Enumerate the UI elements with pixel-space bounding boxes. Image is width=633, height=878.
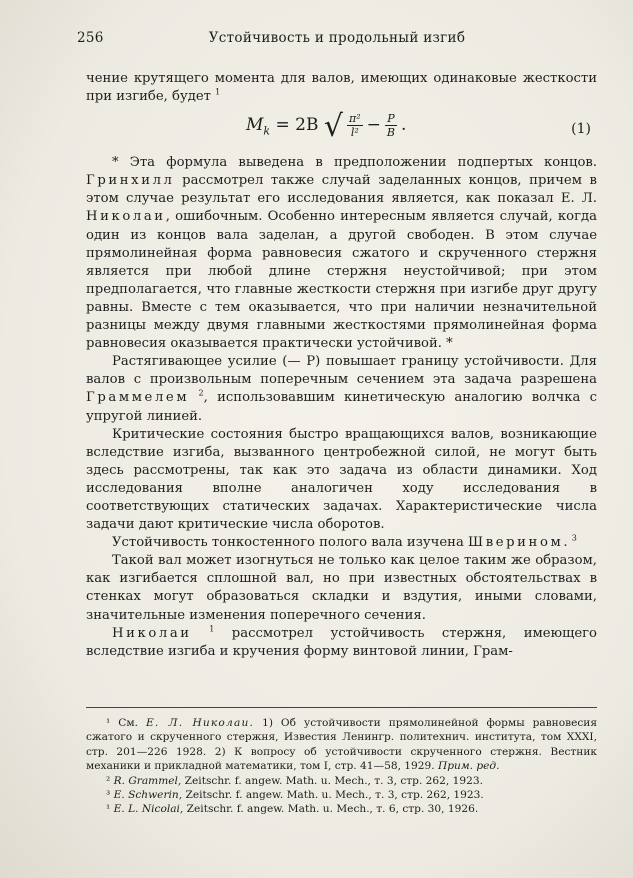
footnote: ¹ См. Е. Л. Николаи. 1) Об устойчивости прямолинейной формы равновесия сжатого и скрученного стержня, Известия Ленингр. политехнич. института, том XXXI, стр. 201—226 1928. 2) К вопросу об устойчивости скрученного стержня. Вестник механики и прикладной математики, том I, стр. 41—58, 1929. Прим. ред.: [86, 717, 598, 773]
page-number: 256: [77, 30, 104, 46]
paragraph: чение крутящего момента для валов, имеющих одинаковые жесткости при изгибе, будет $^1$: [86, 71, 597, 105]
radical-icon: √: [323, 109, 343, 145]
footnote: ² R. Grammel, Zeitschr. f. angew. Math. u. Mech., т. 3, стр. 262, 1923.: [106, 774, 483, 787]
paragraph: Устойчивость тонкостенного полого вала изучена Шверином. $^3$: [112, 533, 577, 551]
formula-expression: $M_k = 2B$ √ $\frac{\text{π²}}{\text{l²}}$ − $\frac{P}{B}$ .: [246, 109, 407, 145]
running-title: Устойчивость и продольный изгиб: [208, 30, 466, 46]
paragraph: Николаи $^1$ рассмотрел устойчивость стержня, имеющего вследствие изгиба и кручения форму винтовой линии, Грам-: [86, 624, 597, 659]
page-header: [77, 30, 597, 52]
equation-number: (1): [571, 121, 591, 138]
footnotes: [86, 707, 597, 817]
formula-1: [86, 108, 597, 148]
paragraph: Критические состояния быстро вращающихся валов, возникающие вследствие изгиба, вызванного центробежной силой, не могут быть здесь рассмотрены, так как это задача из области динамики. Ход исследования вполне аналогичен ходу исследования в соответствующих статических задачах. Характеристические числа задачи дают критические числа оборотов.: [86, 426, 597, 533]
paragraph: Растягивающее усилие (— P) повышает границу устойчивости. Для валов с произвольным поперечным сечением эта задача разрешена Граммелем $^2$, использовавшим кинетическую аналогию волчка с упругой линией.: [86, 354, 597, 424]
footnote: ³ E. Schwerin, Zeitschr. f. angew. Math. u. Mech., т. 3, стр. 262, 1923.: [106, 789, 484, 802]
footnote: ¹ E. L. Nicolai, Zeitschr. f. angew. Math. u. Mech., т. 6, стр. 30, 1926.: [106, 803, 479, 816]
paragraph: Такой вал может изогнуться не только как целое таким же образом, как изгибается сплошной вал, но при известных обстоятельствах в стенках могут образоваться складки и вздутия, иными словами, значительные изменения поперечного сечения.: [86, 553, 597, 623]
main-text: [86, 70, 597, 661]
paragraph: * Эта формула выведена в предположении подпертых концов. Гринхилл рассмотрел также случай заделанных концов, причем в этом случае результат его исследования является, как показал Е. Л. Николаи, ошибочным. Особенно интересным является случай, когда один из концов вала заделан, а другой свободен. В этом случае прямолинейная форма равновесия сжатого и скрученного стержня является при любой длине стержня неустойчивой; при этом предполагается, что главные жесткости стержня при изгибе друг другу равны. Вместе с тем оказывается, что при наличии незначительной разницы между двумя главными жесткостями прямолинейная форма равновесия оказывается практически устойчивой. *: [86, 155, 597, 352]
